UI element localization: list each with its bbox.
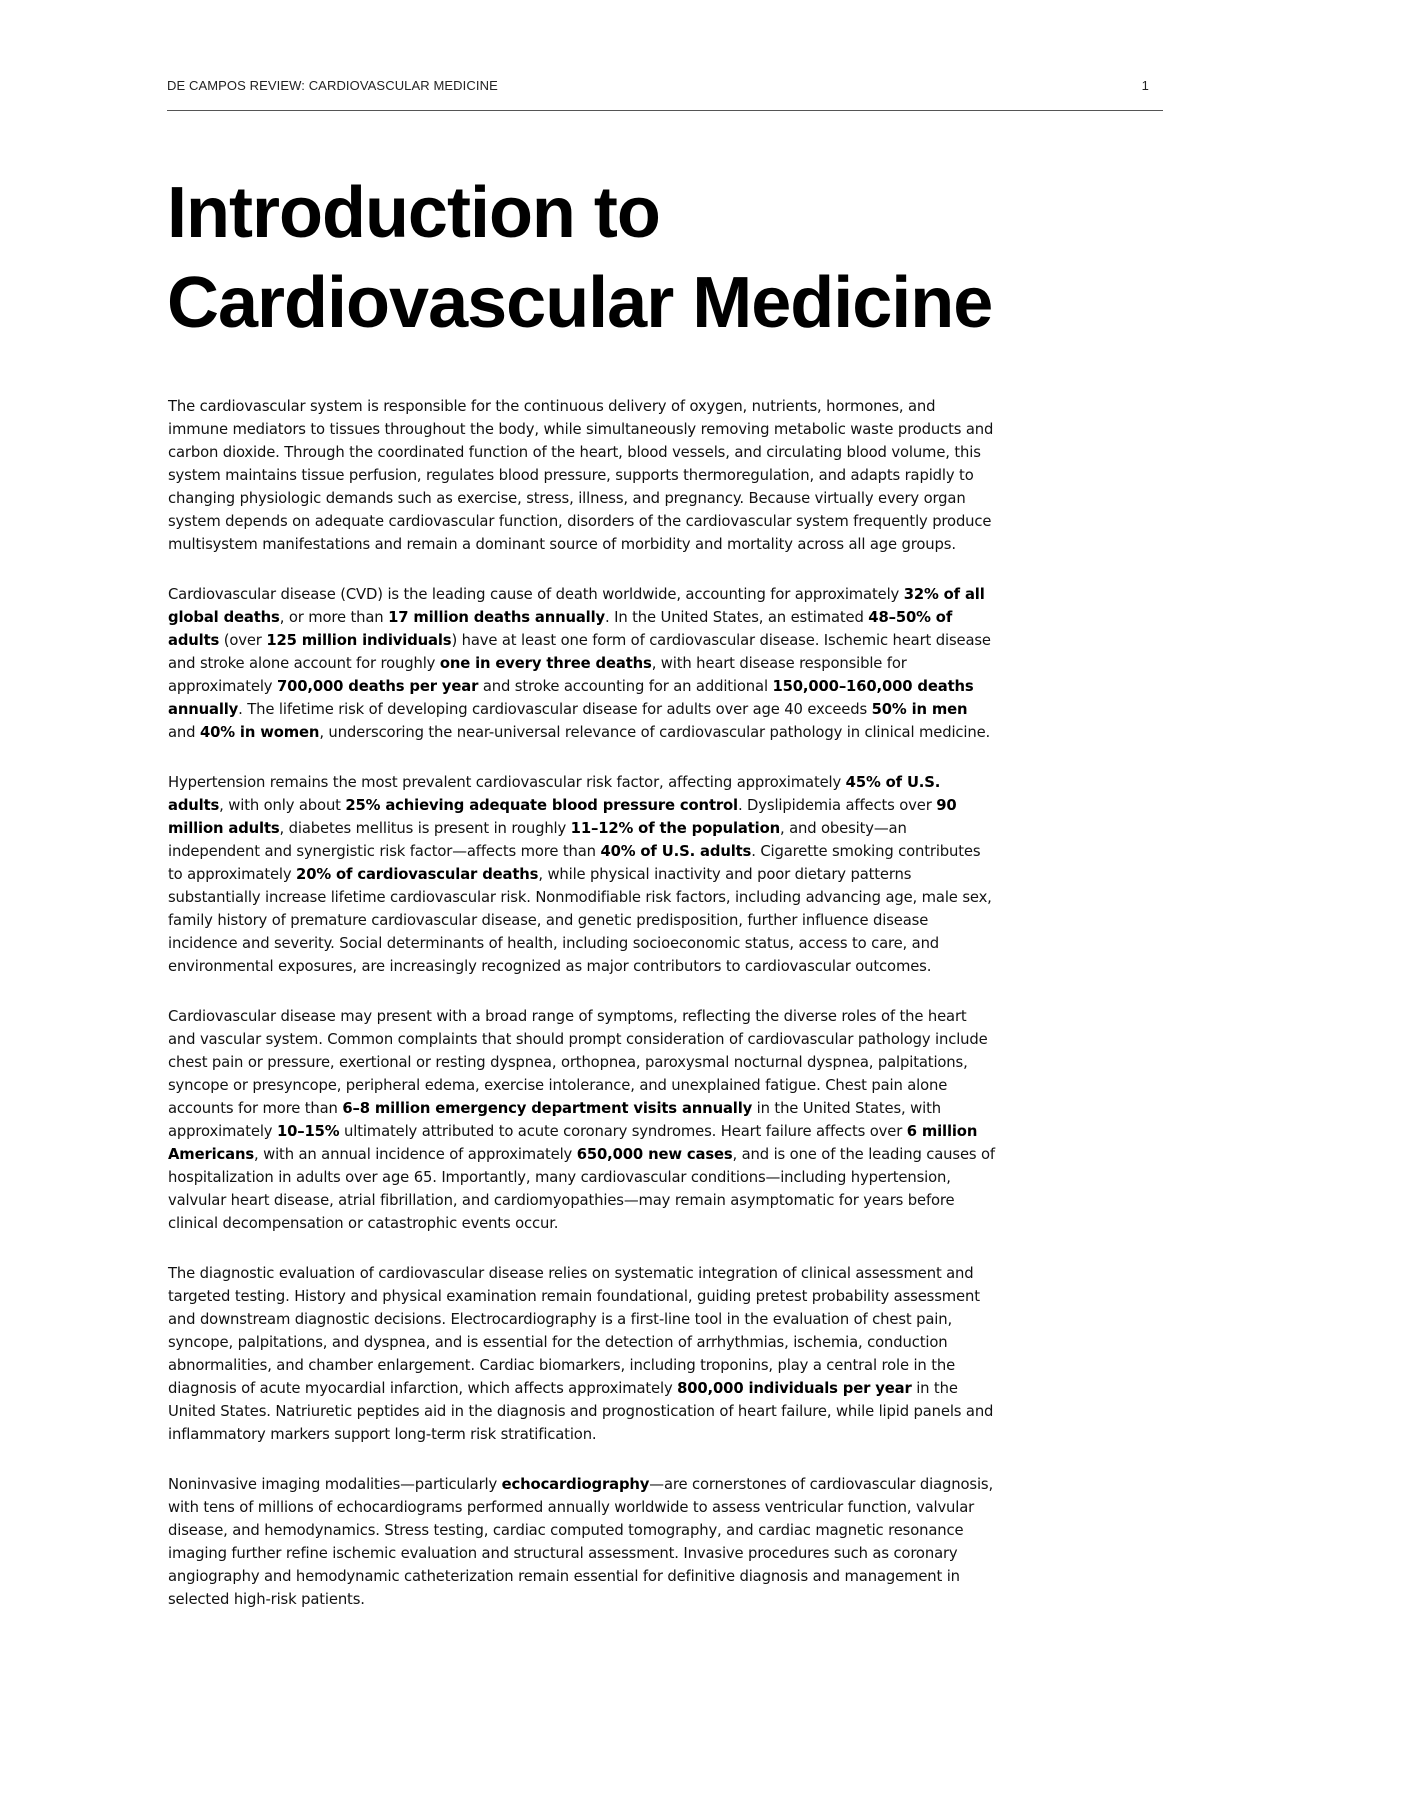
emphasized-statistic: 32% of all global deaths (168, 586, 985, 626)
body-text (168, 395, 998, 1638)
emphasized-statistic: 90 million adults (168, 797, 957, 837)
text-run: . Cigarette smoking contributes to approximately (168, 843, 981, 883)
text-run: , and obesity—an independent and synergistic risk factor—affects more than (168, 820, 907, 860)
emphasized-statistic: 150,000–160,000 deaths annually (168, 678, 974, 718)
text-run: ) have at least one form of cardiovascular disease. Ischemic heart disease and stroke alone account for roughly (168, 632, 991, 672)
emphasized-statistic: 17 million deaths annually (388, 609, 606, 626)
text-run: and (168, 724, 200, 741)
document-title-line-2: Cardiovascular Medicine (167, 263, 993, 343)
paragraph-presentation (168, 1005, 998, 1235)
text-run: . Dyslipidemia affects over (737, 797, 937, 814)
paragraph-epidemiology (168, 583, 998, 744)
page-number: 1 (1141, 78, 1149, 93)
text-run: , with heart disease responsible for approximately (168, 655, 907, 695)
text-run: , while physical inactivity and poor dietary patterns substantially increase lifetime cardiovascular risk. Nonmodifiable risk factors, including advancing age, male sex, family history of premature cardiovascular disease, and genetic predisposition, further influence disease incidence and severity. Social determinants of health, including socioeconomic status, access to care, and environmental exposures, are increasingly recognized as major contributors to cardiovascular outcomes. (168, 866, 992, 975)
text-run: Cardiovascular disease (CVD) is the leading cause of death worldwide, accounting for approximately (168, 586, 904, 603)
emphasized-statistic: 50% in men (871, 701, 968, 718)
text-run: and stroke accounting for an additional (478, 678, 773, 695)
paragraph-imaging (168, 1473, 998, 1611)
emphasized-statistic: 650,000 new cases (576, 1146, 733, 1163)
text-run: . In the United States, an estimated (605, 609, 869, 626)
text-run: Hypertension remains the most prevalent cardiovascular risk factor, affecting approximately (168, 774, 846, 791)
text-run: in the United States. Natriuretic peptides aid in the diagnosis and prognostication of heart failure, while lipid panels and inflammatory markers support long-term risk stratification. (168, 1380, 994, 1443)
paragraph-risk-factors (168, 771, 998, 978)
emphasized-statistic: 6 million Americans (168, 1123, 978, 1163)
paragraph-diagnostics (168, 1262, 998, 1446)
emphasized-statistic: 40% in women (199, 724, 320, 741)
text-run: The diagnostic evaluation of cardiovascular disease relies on systematic integration of clinical assessment and targeted testing. History and physical examination remain foundational, guiding pretest probability assessment and downstream diagnostic decisions. Electrocardiography is a first-line tool in the evaluation of chest pain, syncope, palpitations, and dyspnea, and is essential for the detection of arrhythmias, ischemia, conduction abnormalities, and chamber enlargement. Cardiac biomarkers, including troponins, play a central role in the diagnosis of acute myocardial infarction, which affects approximately (168, 1265, 980, 1397)
emphasized-statistic: 6–8 million emergency department visits annually (342, 1100, 753, 1117)
emphasized-statistic: 45% of U.S. adults (168, 774, 941, 814)
text-run: , with only about (219, 797, 346, 814)
text-run: , diabetes mellitus is present in roughly (279, 820, 571, 837)
paragraph-overview (168, 395, 998, 556)
emphasized-statistic: 10–15% (276, 1123, 340, 1140)
header-divider (167, 110, 1163, 111)
text-run: Noninvasive imaging modalities—particularly (168, 1476, 502, 1493)
text-run: The cardiovascular system is responsible for the continuous delivery of oxygen, nutrients, hormones, and immune mediators to tissues throughout the body, while simultaneously removing metabolic waste products and carbon dioxide. Through the coordinated function of the heart, blood vessels, and circulating blood volume, this system maintains tissue perfusion, regulates blood pressure, supports thermoregulation, and adapts rapidly to changing physiologic demands such as exercise, stress, illness, and pregnancy. Because virtually every organ system depends on adequate cardiovascular function, disorders of the cardiovascular system frequently produce multisystem manifestations and remain a dominant source of morbidity and mortality across all age groups. (168, 398, 994, 553)
emphasized-statistic: 125 million individuals (266, 632, 452, 649)
emphasized-statistic: 40% of U.S. adults (600, 843, 752, 860)
text-run: ultimately attributed to acute coronary syndromes. Heart failure affects over (339, 1123, 907, 1140)
text-run: in the United States, with approximately (168, 1100, 941, 1140)
running-header (167, 78, 1163, 100)
emphasized-statistic: 700,000 deaths per year (276, 678, 479, 695)
emphasized-statistic: one in every three deaths (439, 655, 652, 672)
text-run: , underscoring the near-universal relevance of cardiovascular pathology in clinical medicine. (319, 724, 991, 741)
document-title-line-1: Introduction to (167, 173, 660, 253)
text-run: Cardiovascular disease may present with a broad range of symptoms, reflecting the diverse roles of the heart and vascular system. Common complaints that should prompt consideration of cardiovascular pathology include chest pain or pressure, exertional or resting dyspnea, orthopnea, paroxysmal nocturnal dyspnea, palpitations, syncope or presyncope, peripheral edema, exercise intolerance, and unexplained fatigue. Chest pain alone accounts for more than (168, 1008, 988, 1117)
emphasized-statistic: 11–12% of the population (570, 820, 780, 837)
emphasized-statistic: echocardiography (501, 1476, 650, 1493)
emphasized-statistic: 800,000 individuals per year (677, 1380, 912, 1397)
text-run: —are cornerstones of cardiovascular diagnosis, with tens of millions of echocardiograms performed annually worldwide to assess ventricular function, valvular disease, and hemodynamics. Stress testing, cardiac computed tomography, and cardiac magnetic resonance imaging further refine ischemic evaluation and structural assessment. Invasive procedures such as coronary angiography and hemodynamic catheterization remain essential for definitive diagnosis and management in selected high-risk patients. (168, 1476, 994, 1608)
emphasized-statistic: 20% of cardiovascular deaths (296, 866, 539, 883)
running-header-title: DE CAMPOS REVIEW: CARDIOVASCULAR MEDICINE (167, 78, 498, 93)
document-title (167, 168, 1167, 348)
text-run: . The lifetime risk of developing cardiovascular disease for adults over age 40 exceeds (238, 701, 872, 718)
text-run: , or more than (279, 609, 389, 626)
text-run: , with an annual incidence of approximately (254, 1146, 577, 1163)
emphasized-statistic: 25% achieving adequate blood pressure control (345, 797, 738, 814)
text-run: (over (219, 632, 267, 649)
text-run: , and is one of the leading causes of hospitalization in adults over age 65. Importantly, many cardiovascular conditions—including hypertension, valvular heart disease, atrial fibrillation, and cardiomyopathies—may remain asymptomatic for years before clinical decompensation or catastrophic events occur. (168, 1146, 995, 1232)
emphasized-statistic: 48–50% of adults (168, 609, 953, 649)
